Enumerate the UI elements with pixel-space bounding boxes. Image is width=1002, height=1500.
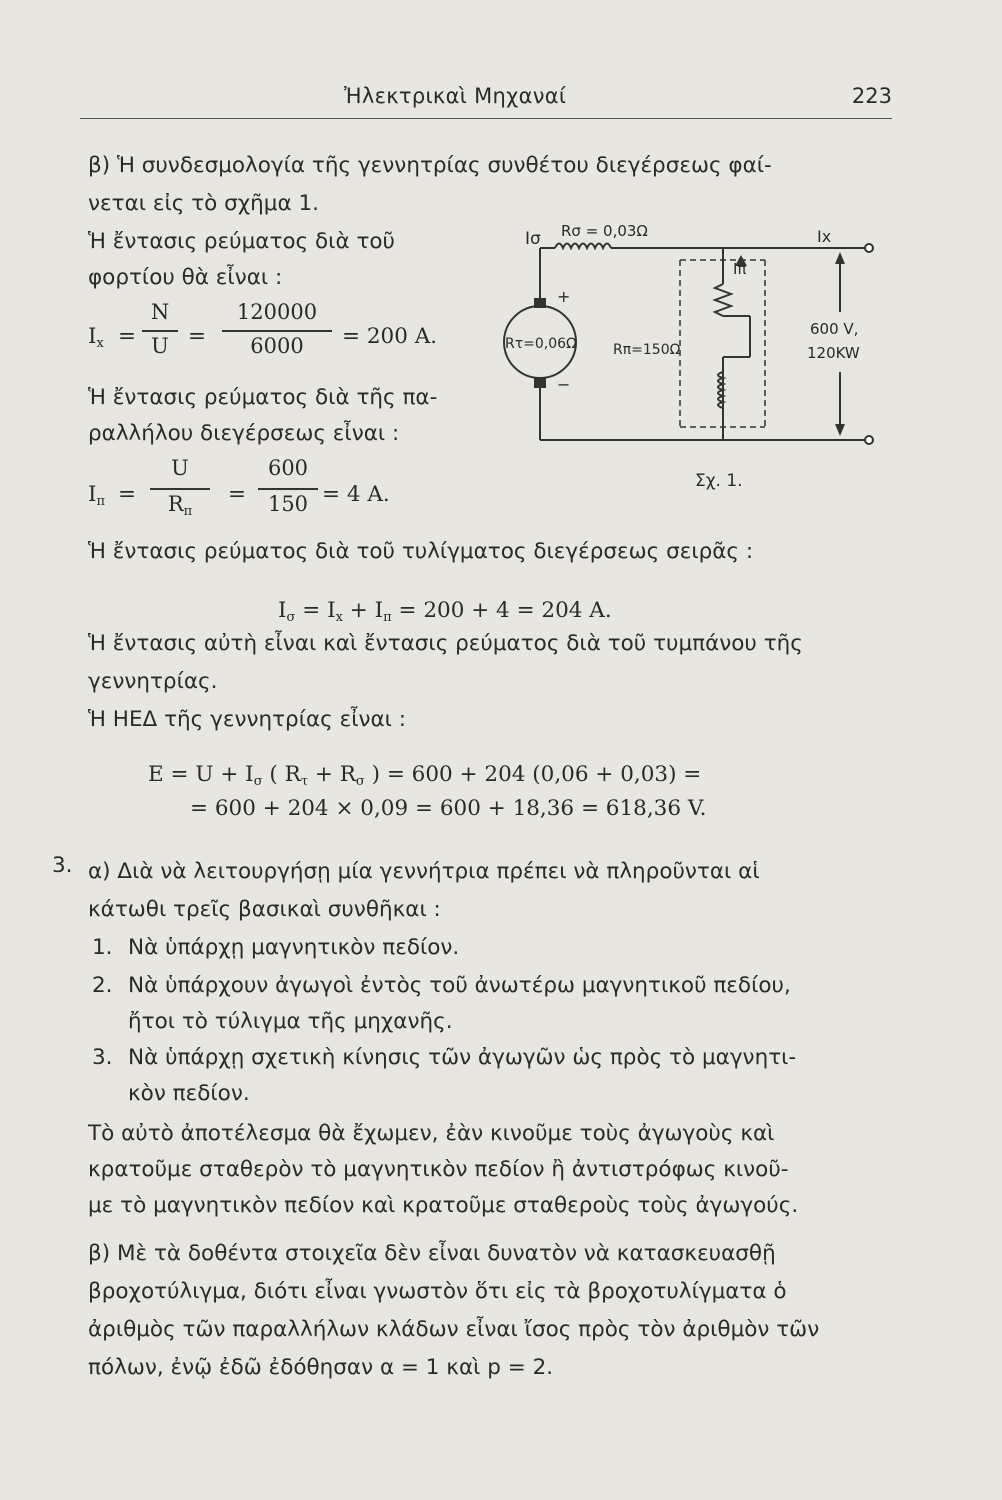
paragraph-line: με τὸ μαγνητικὸν πεδίον καὶ κρατοῦμε σταθεροὺς τοὺς ἀγωγούς. (88, 1193, 799, 1218)
list-item: Νὰ ὑπάρχῃ μαγνητικὸν πεδίον. (128, 935, 460, 960)
eq-denominator: U (151, 334, 169, 358)
eq-numerator: 600 (267, 456, 309, 480)
paragraph-line: βροχοτύλιγμα, διότι εἶναι γνωστὸν ὅτι εἰς τὰ βροχοτυλίγματα ὁ (88, 1279, 787, 1304)
eq-symbol: I (88, 324, 97, 349)
paragraph-line: Ἡ ἔντασις ρεύματος διὰ τοῦ (88, 229, 395, 254)
label-shunt-current: Iπ (733, 260, 747, 278)
circuit-diagram (495, 222, 890, 497)
eq-operator: = (118, 324, 137, 349)
label-power: 120KW (807, 344, 860, 362)
fraction-bar (258, 488, 318, 490)
paragraph-line: Ἡ ἔντασις αὐτὴ εἶναι καὶ ἔντασις ρεύματος διὰ τοῦ τυμπάνου τῆς (88, 631, 803, 656)
label-positive: + (557, 287, 571, 306)
equation-emf: $E = U + I_\sigma$ ( $R_\tau + R_\sigma$ ) = 600 + 204 (0,06 + 0,03) = (148, 762, 702, 789)
paragraph-line: πόλων, ἐνῷ ἐδῶ ἐδόθησαν α = 1 καὶ p = 2. (88, 1355, 554, 1380)
list-item: Νὰ ὑπάρχῃ σχετικὴ κίνησις τῶν ἀγωγῶν ὡς πρὸς τὸ μαγνητι- (128, 1045, 797, 1070)
eq-operator: = (228, 482, 247, 507)
eq-symbol: I (88, 482, 97, 507)
eq-subscript: x (96, 336, 104, 351)
equation-series-current: $I_\sigma = I_x + I_\pi = 200 + 4 = 204$ A. (278, 598, 612, 625)
list-number: 3. (92, 1045, 113, 1070)
eq-numerator: U (171, 456, 189, 480)
paragraph-line: κρατοῦμε σταθερὸν τὸ μαγνητικὸν πεδίον ἢ ἀντιστρόφως κινοῦ- (88, 1157, 789, 1182)
label-series-resistance: Rσ = 0,03Ω (561, 222, 648, 240)
eq-emf-tail: ) = 600 + 204 (0,06 + 0,03) = (364, 762, 702, 787)
eq-denominator: 6000 (250, 334, 304, 358)
paragraph-line: ἀριθμὸς τῶν παραλλήλων κλάδων εἶναι ἴσος πρὸς τὸν ἀριθμὸν τῶν (88, 1317, 820, 1342)
running-title: Ἠλεκτρικαὶ Μηχαναί (344, 84, 567, 108)
page-number: 223 (851, 84, 892, 108)
eq-subscript: π (183, 504, 193, 519)
fraction-bar (142, 330, 178, 332)
paragraph-line: Ἡ ἔντασις ρεύματος διὰ τῆς πα- (88, 385, 438, 410)
paragraph-line: Ἡ ΗΕΔ τῆς γεννητρίας εἶναι : (88, 707, 407, 732)
section-number: 3. (52, 853, 73, 878)
page-header (80, 84, 892, 114)
fraction-bar (222, 330, 332, 332)
circuit-svg (495, 222, 890, 497)
paragraph-line: νεται εἰς τὸ σχῆμα 1. (88, 191, 320, 216)
eq-denominator: R (167, 492, 184, 516)
list-number: 1. (92, 935, 113, 960)
list-item: Νὰ ὑπάρχουν ἀγωγοὶ ἐντὸς τοῦ ἀνωτέρω μαγνητικοῦ πεδίου, (128, 973, 791, 998)
paragraph-line: β) Μὲ τὰ δοθέντα στοιχεῖα δὲν εἶναι δυνατὸν νὰ κατασκευασθῇ (88, 1241, 776, 1266)
eq-denominator: 150 (267, 492, 309, 516)
list-item-continuation: κὸν πεδίον. (128, 1081, 250, 1106)
eq-operator: = (188, 324, 207, 349)
fraction-bar (150, 488, 210, 490)
paragraph-line: Ἡ ἔντασις ρεύματος διὰ τοῦ τυλίγματος διεγέρσεως σειρᾶς : (88, 539, 754, 564)
list-number: 2. (92, 973, 113, 998)
paragraph-line: κάτωθι τρεῖς βασικαὶ συνθῆκαι : (88, 897, 441, 922)
eq-operator: = (118, 482, 137, 507)
label-load-current: Ix (817, 227, 832, 246)
paragraph-line: β) Ἡ συνδεσμολογία τῆς γεννητρίας συνθέτου διεγέρσεως φαί- (88, 153, 772, 178)
eq-subscript: π (96, 494, 106, 509)
label-negative: − (557, 375, 571, 394)
paragraph-line: γεννητρίας. (88, 669, 218, 694)
eq-result: = 200 A. (342, 324, 438, 349)
eq-numerator: 120000 (236, 300, 318, 324)
header-rule (80, 118, 892, 119)
paragraph-line: ραλλήλου διεγέρσεως εἶναι : (88, 421, 400, 446)
label-voltage: 600 V, (810, 320, 859, 338)
paragraph-line: α) Διὰ νὰ λειτουργήσῃ μία γεννήτρια πρέπει νὰ πληροῦνται αἱ (88, 859, 760, 884)
paragraph-line: Τὸ αὐτὸ ἀποτέλεσμα θὰ ἔχωμεν, ἐὰν κινοῦμε τοὺς ἀγωγοὺς καὶ (88, 1121, 775, 1146)
eq-result: = 4 A. (322, 482, 390, 507)
eq-numerator: N (150, 300, 170, 324)
label-series-current: Iσ (525, 229, 541, 249)
equation-emf-result: = 600 + 204 × 0,09 = 600 + 18,36 = 618,36 V. (190, 796, 707, 821)
label-shunt-resistance: Rπ=150Ω (613, 342, 681, 358)
label-armature-resistance: Rτ=0,06Ω (505, 336, 577, 352)
list-item-continuation: ἤτοι τὸ τύλιγμα τῆς μηχανῆς. (128, 1009, 453, 1034)
figure-caption: Σχ. 1. (695, 471, 743, 491)
paragraph-line: φορτίου θὰ εἶναι : (88, 265, 283, 290)
